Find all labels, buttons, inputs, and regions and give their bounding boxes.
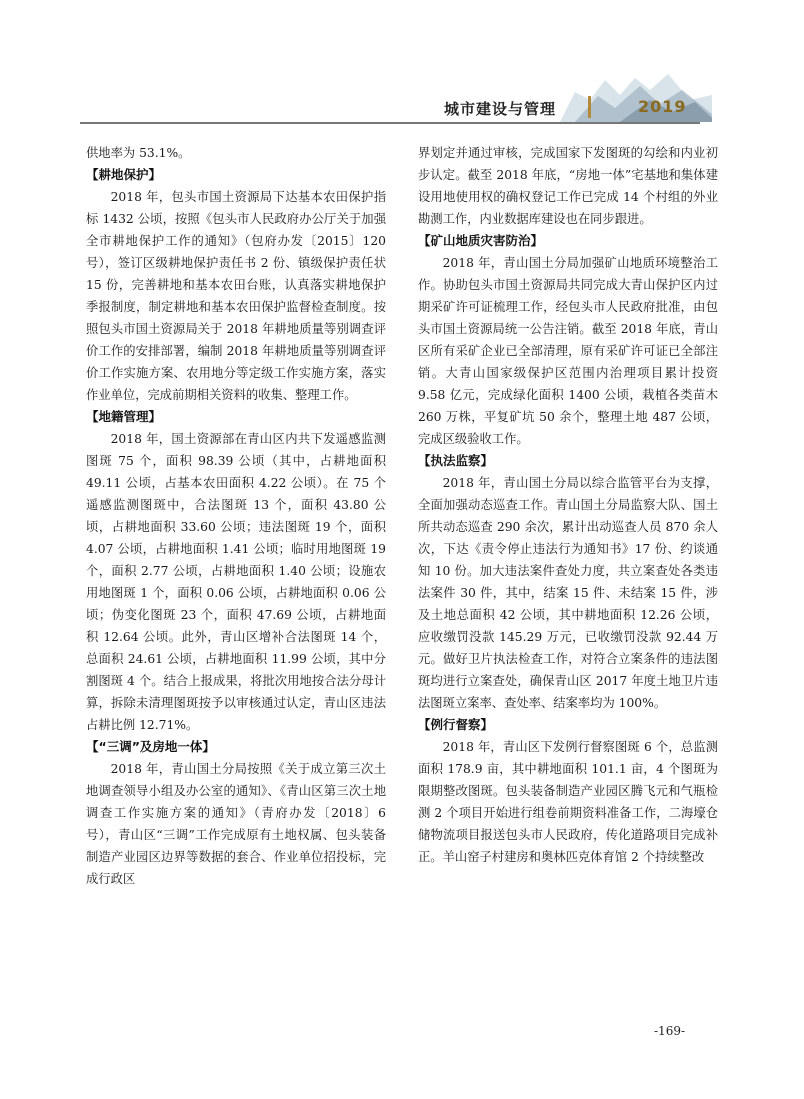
- heading-cadastral-management: 【地籍管理】: [86, 409, 162, 424]
- paragraph: 2018 年，青山国土分局按照《关于成立第三次土地调查领导小组及办公室的通知》、《青山区第三次土地调查工作实施方案的通知》（青府办发〔2018〕6 号），青山区“三调”工作完成原有土地权属、包头装备制造产业园区边界等数据的套合、作业单位招投标，完成行政区: [86, 762, 386, 886]
- right-column: [418, 142, 718, 868]
- paragraph: 2018 年，包头市国土资源局下达基本农田保护指标 1432 公顷，按照《包头市人民政府办公厅关于加强全市耕地保护工作的通知》（包府办发〔2015〕120 号），签订区级耕地保护责任书 2 份、镇级保护责任状 15 份，完善耕地和基本农田台账，认真落实耕地保护季报制度，制定耕地和基本农田保护监督检查制度。按照包头市国土资源局关于 2018 年耕地质量等别调查评价工作的安排部署，编制 2018 年耕地质量等别调查评价工作实施方案、农用地分等定级工作实施方案，落实作业单位，完成前期相关资料的收集、整理工作。: [86, 190, 386, 402]
- heading-farmland-protection: 【耕地保护】: [86, 167, 162, 182]
- year-label: 2019: [638, 97, 687, 116]
- heading-third-survey: 【“三调”及房地一体】: [86, 739, 215, 754]
- paragraph: 供地率为 53.1%。: [86, 146, 191, 160]
- paragraph: 2018 年，青山国土分局以综合监管平台为支撑，全面加强动态巡查工作。青山国土分局监察大队、国土所共动态巡查 290 余次，累计出动巡查人员 870 余人次，下达《责令停止违法行为通知书》17 份、约谈通知 10 份。加大违法案件查处力度，共立案查处各类违法案件 30 件，其中，结案 15 件、未结案 15 件，涉及土地总面积 42 公顷，其中耕地面积 12.26 公顷，应收缴罚没款 145.29 万元，已收缴罚没款 92.44 万元。做好卫片执法检查工作，对符合立案条件的违法图斑均进行立案查处，确保青山区 2017 年度土地卫片违法图斑立案率、查处率、结案率均为 100%。: [418, 476, 718, 710]
- heading-law-enforcement: 【执法监察】: [418, 453, 494, 468]
- paragraph: 界划定并通过审核，完成国家下发图斑的勾绘和内业初步认定。截至 2018 年底，“房地一体”宅基地和集体建设用地使用权的确权登记工作已完成 14 个村组的外业勘测工作，内业数据库建设也在同步跟进。: [418, 146, 718, 226]
- left-column: [86, 142, 386, 890]
- header-accent-bar: [588, 96, 591, 118]
- paragraph: 2018 年，青山国土分局加强矿山地质环境整治工作。协助包头市国土资源局共同完成大青山保护区内过期采矿许可证梳理工作，经包头市人民政府批准，由包头市国土资源局统一公告注销。截至 2018 年底，青山区所有采矿企业已全部清理，原有采矿许可证已全部注销。大青山国家级保护区范围内治理项目累计投资 9.58 亿元，完成绿化面积 1400 公顷，栽植各类苗木 260 万株，平复矿坑 50 余个，整理土地 487 公顷，完成区级验收工作。: [418, 256, 718, 446]
- paragraph: 2018 年，国土资源部在青山区内共下发遥感监测图斑 75 个，面积 98.39 公顷（其中，占耕地面积 49.11 公顷，占基本农田面积 4.22 公顷）。在 75 个遥感监测图斑中，合法图斑 13 个，面积 43.80 公顷，占耕地面积 33.60 公顷；违法图斑 19 个，面积 4.07 公顷，占耕地面积 1.41 公顷；临时用地图斑 19 个，面积 2.77 公顷，占耕地面积 1.40 公顷；设施农用地图斑 1 个，面积 0.06 公顷，占耕地面积 0.06 公顷；伪变化图斑 23 个，面积 47.69 公顷，占耕地面积 12.64 公顷。此外，青山区增补合法图斑 14 个，总面积 24.61 公顷，占耕地面积 11.99 公顷，其中分割图斑 4 个。结合上报成果，将批次用地按合法分母计算，拆除未清理图斑按予以审核通过认定，青山区违法占耕比例 12.71%。: [86, 432, 386, 732]
- page-header: [0, 0, 804, 125]
- heading-mine-geology: 【矿山地质灾害防治】: [418, 233, 544, 248]
- section-title: 城市建设与管理: [444, 100, 557, 118]
- heading-routine-inspection: 【例行督察】: [418, 717, 494, 732]
- page-number: -169-: [654, 1024, 686, 1038]
- paragraph: 2018 年，青山区下发例行督察图斑 6 个，总监测面积 178.9 亩，其中耕地面积 101.1 亩，4 个图斑为限期整改图斑。包头装备制造产业园区腾飞元和气瓶检测 2 个项目开始进行组卷前期资料准备工作，二海壕仓储物流项目报送包头市人民政府，传化道路项目完成补正。羊山窑子村建房和奥林匹克体育馆 2 个持续整改: [418, 740, 718, 864]
- header-divider: [80, 122, 700, 124]
